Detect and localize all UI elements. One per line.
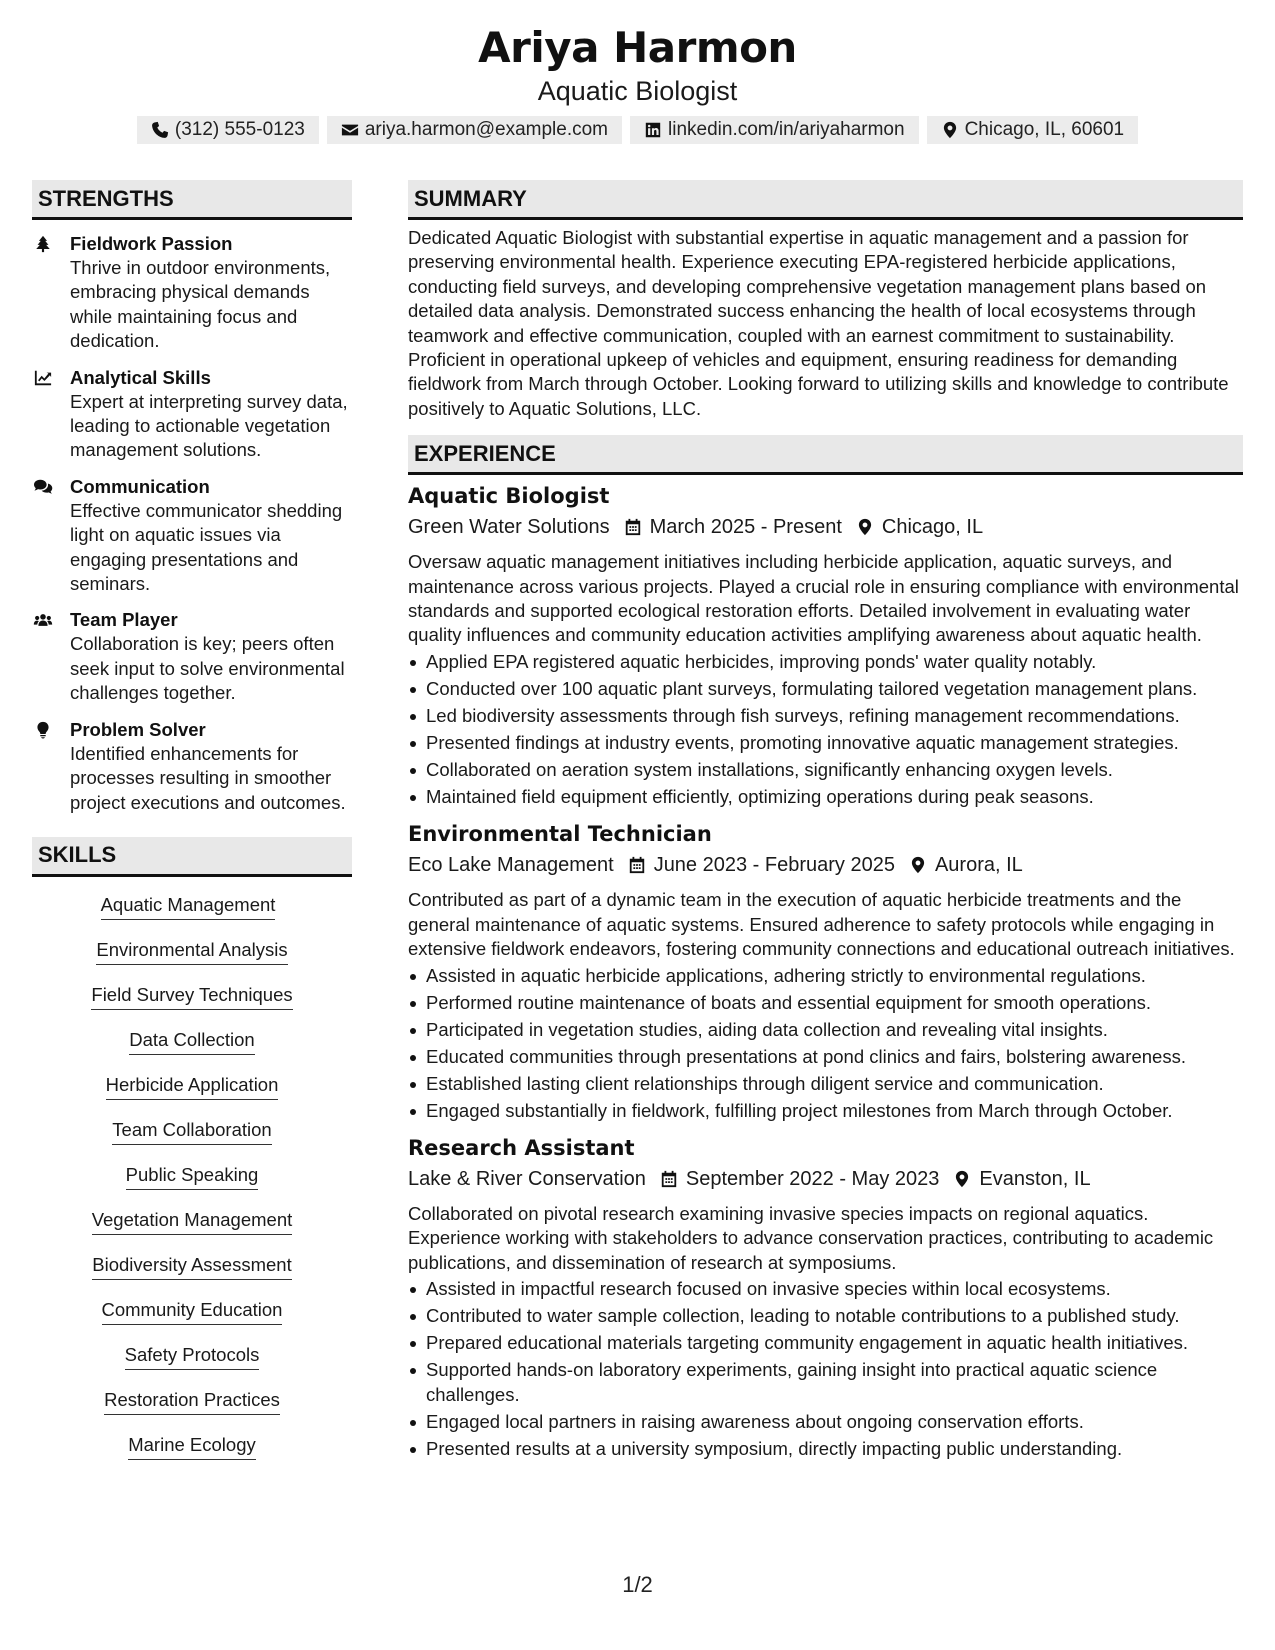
job-title: Research Assistant: [408, 1135, 635, 1160]
list-item: Participated in vegetation studies, aiding data collection and revealing vital insights.: [408, 1018, 1243, 1042]
contact-location: [927, 116, 1139, 144]
skills-list: [32, 893, 352, 1478]
right-column: [408, 180, 1243, 1464]
contact-linkedin-text: linkedin.com/in/ariyaharmon: [668, 119, 905, 140]
left-column: [32, 180, 352, 1478]
phone-icon: [151, 121, 169, 139]
job-meta: [408, 1164, 1243, 1194]
list-item: Collaborated on aeration system installations, significantly enhancing oxygen levels.: [408, 758, 1243, 782]
summary-text: Dedicated Aquatic Biologist with substantial expertise in aquatic management and a passion for preserving environmental health. Experience executing EPA-registered herbicide applications, conducting field surveys, and developing comprehensive vegetation management plans based on detailed data analysis. Demonstrated success enhancing the health of local ecosystems through teamwork and effective communication, coupled with an earnest commitment to sustainability. Proficient in operational upkeep of vehicles and equipment, ensuring readiness for demanding fieldwork from March through October. Looking forward to utilizing skills and knowledge to contribute positively to Aquatic Solutions, LLC.: [408, 227, 1229, 419]
list-item: Educated communities through presentations at pond clinics and fairs, bolstering awareness.: [408, 1045, 1243, 1069]
strength-title: Problem Solver: [70, 718, 206, 740]
job-meta: [408, 512, 1243, 542]
strength-desc: Thrive in outdoor environments, embracing physical demands while maintaining focus and dedication.: [70, 257, 331, 352]
job-description: Collaborated on pivotal research examining invasive species impacts on regional aquatics. Experience working with stakeholders to advance conservation practices, contributing to academic publications, and dissemination of research at symposiums.: [408, 1202, 1214, 1273]
contact-phone[interactable]: [137, 116, 319, 144]
skill-tag: Field Survey Techniques: [91, 983, 292, 1010]
job-dates: March 2025 - Present: [649, 516, 842, 539]
job-entry: [408, 1133, 1243, 1461]
users-icon: [32, 610, 54, 630]
job-title: Aquatic Biologist: [408, 484, 610, 509]
skill-tag: Marine Ecology: [128, 1433, 256, 1460]
strength-desc: Expert at interpreting survey data, leading to actionable vegetation management solutions.: [70, 390, 348, 461]
skill-tag: Public Speaking: [126, 1163, 259, 1190]
location-pin-icon: [856, 517, 874, 537]
skill-tag: Aquatic Management: [101, 893, 276, 920]
contact-email[interactable]: [327, 116, 622, 144]
skills-heading: SKILLS: [32, 837, 352, 877]
skill-tag: Safety Protocols: [125, 1343, 260, 1370]
job-bullets: [408, 650, 1243, 809]
strength-desc: Collaboration is key; peers often seek input to solve environmental challenges together.: [70, 633, 345, 704]
strength-desc: Identified enhancements for processes resulting in smoother project executions and outcomes.: [70, 742, 346, 813]
job-company: Lake & River Conservation: [408, 1167, 646, 1190]
list-item: Presented findings at industry events, promoting innovative aquatic management strategies.: [408, 731, 1243, 755]
skill-tag: Biodiversity Assessment: [92, 1253, 291, 1280]
skill-tag: Herbicide Application: [106, 1073, 279, 1100]
calendar-icon: [628, 855, 646, 875]
strength-title: Analytical Skills: [70, 366, 211, 388]
list-item: Assisted in aquatic herbicide applications, adhering strictly to environmental regulations.: [408, 964, 1243, 988]
list-item: Applied EPA registered aquatic herbicides, improving ponds' water quality notably.: [408, 650, 1243, 674]
location-pin-icon: [909, 855, 927, 875]
strength-item: [32, 366, 352, 463]
job-location: Chicago, IL: [881, 516, 984, 539]
strength-item: [32, 475, 352, 597]
strength-title: Team Player: [70, 609, 178, 631]
location-pin-icon: [953, 1169, 971, 1189]
calendar-icon: [660, 1169, 678, 1189]
contact-linkedin[interactable]: [630, 116, 919, 144]
list-item: Supported hands-on laboratory experiments, gaining insight into practical aquatic science challenges.: [408, 1358, 1243, 1407]
job-description: Oversaw aquatic management initiatives including herbicide application, aquatic surveys, and maintenance across various projects. Played a crucial role in ensuring compliance with environmental standards and supported ecological restoration efforts. Detailed involvement in evaluating water quality influences and community education activities amplifying awareness about aquatic health.: [408, 551, 1239, 646]
skill-tag: Team Collaboration: [112, 1118, 271, 1145]
job-bullets: [408, 1277, 1243, 1461]
skill-tag: Restoration Practices: [104, 1388, 280, 1415]
skill-tag: Environmental Analysis: [96, 938, 287, 965]
job-bullets: [408, 964, 1243, 1123]
list-item: Established lasting client relationships through diligent service and communication.: [408, 1072, 1243, 1096]
skill-tag: Community Education: [102, 1298, 283, 1325]
page-number: 1/2: [622, 1572, 653, 1597]
contact-email-text: ariya.harmon@example.com: [364, 119, 609, 140]
location-pin-icon: [941, 121, 959, 139]
job-location: Evanston, IL: [979, 1167, 1091, 1190]
job-description: Contributed as part of a dynamic team in the execution of aquatic herbicide treatments and the general maintenance of aquatic systems. Ensured adherence to safety protocols while engaging in extensive fieldwork endeavors, fostering community connections and educational outreach initiatives.: [408, 889, 1235, 960]
contact-location-text: Chicago, IL, 60601: [964, 119, 1125, 140]
job-entry: [408, 481, 1243, 809]
list-item: Engaged substantially in fieldwork, fulfilling project milestones from March through October.: [408, 1099, 1243, 1123]
skill-tag: Data Collection: [129, 1028, 254, 1055]
list-item: Led biodiversity assessments through fish surveys, refining management recommendations.: [408, 704, 1243, 728]
strength-item: [32, 718, 352, 815]
list-item: Assisted in impactful research focused on invasive species within local ecosystems.: [408, 1277, 1243, 1301]
lightbulb-icon: [32, 720, 54, 740]
resume-header: [0, 22, 1275, 144]
email-icon: [341, 121, 359, 139]
list-item: Performed routine maintenance of boats and essential equipment for smooth operations.: [408, 991, 1243, 1015]
tree-icon: [32, 234, 54, 254]
strength-title: Fieldwork Passion: [70, 233, 233, 254]
contact-phone-text: (312) 555-0123: [174, 119, 305, 140]
job-company: Green Water Solutions: [408, 516, 610, 539]
list-item: Prepared educational materials targeting community engagement in aquatic health initiatives.: [408, 1331, 1243, 1355]
strength-title: Communication: [70, 475, 210, 497]
job-meta: [408, 850, 1243, 880]
job-dates: June 2023 - February 2025: [653, 854, 895, 877]
job-dates: September 2022 - May 2023: [685, 1167, 940, 1190]
list-item: Contributed to water sample collection, leading to notable contributions to a published study.: [408, 1304, 1243, 1328]
skill-tag: Vegetation Management: [92, 1208, 293, 1235]
summary-heading: SUMMARY: [408, 180, 1243, 220]
job-company: Eco Lake Management: [408, 854, 614, 877]
job-location: Aurora, IL: [934, 854, 1023, 877]
experience-heading: EXPERIENCE: [408, 435, 1243, 475]
job-title: Environmental Technician: [408, 822, 712, 847]
strength-item: [32, 608, 352, 705]
linkedin-icon: [644, 121, 662, 139]
candidate-name: Ariya Harmon: [478, 23, 797, 72]
strengths-heading: STRENGTHS: [32, 180, 352, 220]
list-item: Maintained field equipment efficiently, optimizing operations during peak seasons.: [408, 785, 1243, 809]
job-entry: [408, 819, 1243, 1123]
comments-icon: [32, 477, 54, 497]
strength-item: [32, 232, 352, 354]
strength-desc: Effective communicator shedding light on aquatic issues via engaging presentations and seminars.: [70, 499, 343, 595]
chart-line-icon: [32, 368, 54, 388]
calendar-icon: [624, 517, 642, 537]
list-item: Presented results at a university symposium, directly impacting public understanding.: [408, 1437, 1243, 1461]
contact-bar: [0, 116, 1275, 144]
candidate-role: Aquatic Biologist: [537, 76, 738, 106]
list-item: Engaged local partners in raising awareness about ongoing conservation efforts.: [408, 1410, 1243, 1434]
list-item: Conducted over 100 aquatic plant surveys, formulating tailored vegetation management plans.: [408, 677, 1243, 701]
